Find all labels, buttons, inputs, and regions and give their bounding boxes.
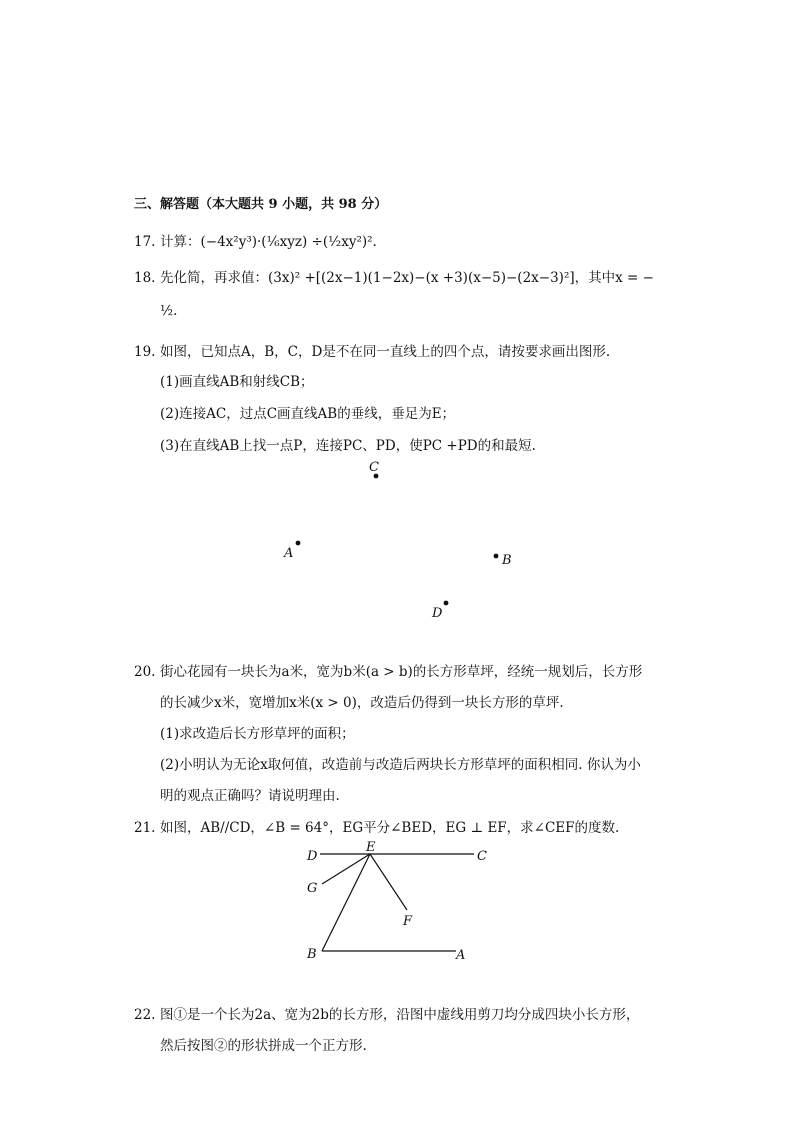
segment-ef [370, 854, 407, 910]
question-number: 17. [134, 234, 156, 250]
sub-question-2: (2)连接AC，过点C画直线AB的垂线，垂足为E； [160, 406, 456, 422]
question-number: 21. [134, 820, 156, 836]
question-text: 如图，AB//CD，∠B = 64°，EG平分∠BED，EG ⊥ EF，求∠CEF的度数. [160, 820, 620, 836]
question-text: 计算：(−4x²y³)·(¹⁄₆xyz) ÷(¹⁄₂xy²)². [160, 234, 377, 250]
question-number: 19. [134, 344, 156, 360]
sub-question-3: (3)在直线AB上找一点P，连接PC、PD，使PC +PD的和最短. [160, 438, 536, 454]
question-number: 22. [134, 1007, 156, 1023]
sub-question-1: (1)求改造后长方形草坪的面积； [160, 726, 355, 742]
question-text: 如图，已知点A，B，C，D是不在同一直线上的四个点，请按要求画出图形. [160, 344, 611, 360]
question-22-continuation: 然后按图②的形状拼成一个正方形. [160, 1038, 367, 1054]
question-text: ½. [160, 303, 178, 319]
label-f: F [403, 914, 413, 929]
label-d: D [307, 849, 318, 864]
question-text: 图①是一个长为2a、宽为2b的长方形，沿图中虚线用剪刀均分成四块小长方形， [160, 1007, 640, 1023]
label-a: A [456, 948, 466, 963]
sub-question-2-continuation: 明的观点正确吗？请说明理由. [160, 788, 340, 804]
question-text: 先化简，再求值：(3x)² +[(2x−1)(1−2x)−(x +3)(x−5)−(2x−3)²]，其中x = − [160, 270, 654, 286]
section-title: 三、解答题（本大题共 9 小题，共 98 分） [134, 197, 388, 212]
point-b-label: B [502, 553, 512, 568]
sub-question-1: (1)画直线AB和射线CB； [160, 374, 314, 390]
label-b: B [307, 947, 317, 962]
question-number: 20. [134, 664, 156, 680]
point-d-label: D [432, 606, 443, 621]
label-g: G [307, 881, 318, 896]
label-c: C [477, 849, 487, 864]
point-a-label: A [284, 546, 294, 561]
point-c-label: C [369, 460, 379, 475]
question-number: 18. [134, 270, 156, 286]
question-20-continuation: 的长减少x米，宽增加x米(x > 0)，改造后仍得到一块长方形的草坪. [160, 695, 564, 711]
question-text: 街心花园有一块长为a米，宽为b米(a > b)的长方形草坪，经统一规划后，长方形 [160, 664, 643, 680]
sub-question-2: (2)小明认为无论x取何值，改造前与改造后两块长方形草坪的面积相同. 你认为小 [160, 757, 641, 773]
label-e: E [366, 840, 376, 855]
question-22 [134, 1003, 639, 1023]
